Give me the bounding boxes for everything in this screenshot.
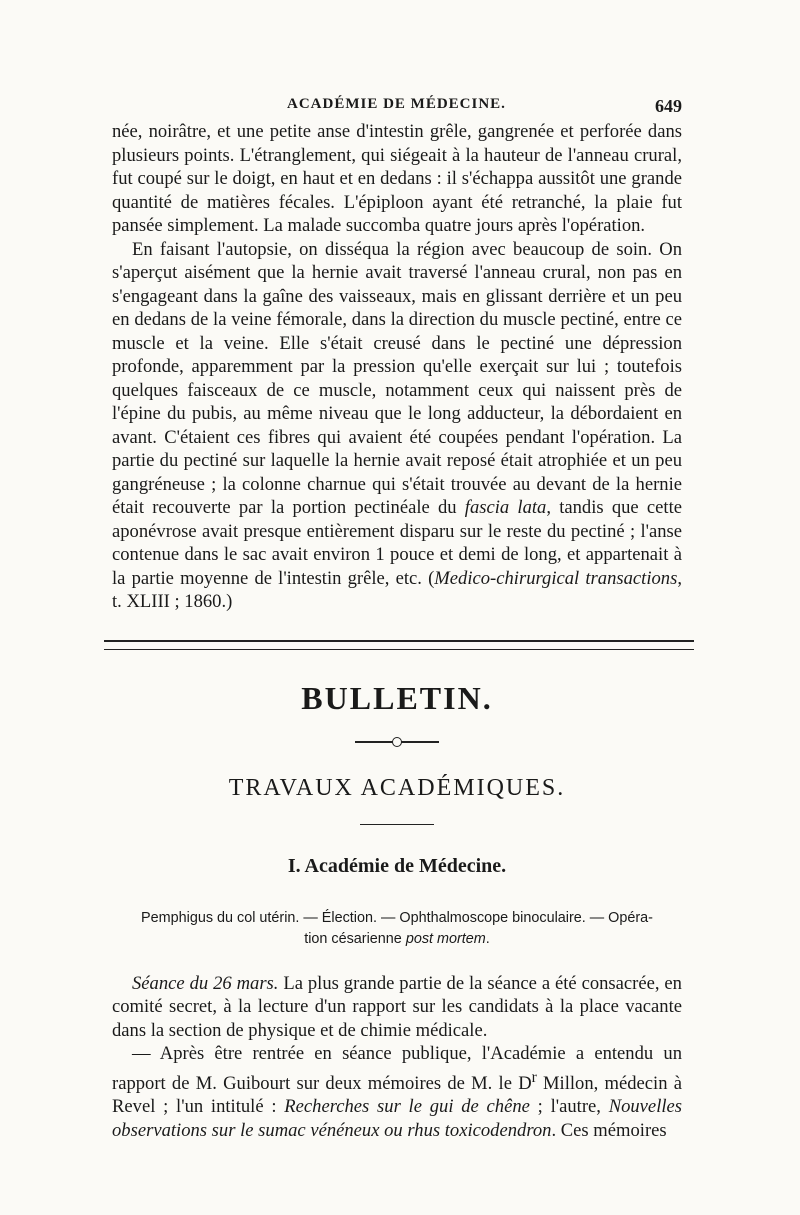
academy-heading: I. Académie de Médecine. bbox=[287, 854, 507, 877]
session-text-2a: — Après être rentrée en séance publique, l'Académie a entendu un rapport de M. Guibourt sur deux mémoires de M. le D bbox=[112, 1043, 682, 1094]
main-text bbox=[112, 120, 682, 614]
citation-journal: Medico-chirurgical transactions bbox=[434, 567, 678, 589]
book-page bbox=[112, 96, 682, 1142]
paragraph-autopsy bbox=[112, 238, 682, 614]
ornament-dot bbox=[392, 737, 402, 747]
ornament-divider bbox=[355, 737, 439, 747]
summary-period: . bbox=[485, 930, 490, 947]
double-rule-divider bbox=[104, 640, 694, 650]
session-text-2b: Millon, médecin à Revel ; l'un intitulé : bbox=[112, 1072, 682, 1118]
summary-line-2 bbox=[112, 929, 682, 950]
session-paragraph-2 bbox=[112, 1042, 682, 1142]
summary-text: tion césarienne bbox=[304, 930, 406, 947]
section-heading: TRAVAUX ACADÉMIQUES. bbox=[228, 774, 566, 801]
session-text-2d: . Ces mémoires bbox=[551, 1119, 667, 1141]
session-text-1: La plus grande partie de la séance a été consacrée, en comité secret, à la lecture d'un rapport sur les candidats à la place vacante dans la section de physique et de chimie médicale. bbox=[112, 972, 682, 1041]
session-report bbox=[112, 972, 682, 1143]
doctor-superscript: r bbox=[531, 1068, 537, 1086]
session-paragraph-1 bbox=[112, 972, 682, 1043]
running-title: ACADÉMIE DE MÉDECINE. bbox=[287, 96, 506, 112]
page-number: 649 bbox=[655, 96, 682, 116]
session-date: Séance du 26 mars. bbox=[132, 972, 279, 994]
autopsy-text-b: , tandis que cette aponévrose avait presque entièrement disparu sur le reste du pectiné ; l'anse contenue dans le sac avait environ 1 pouce et demi de long, et appartenait à la partie moyenne de l'intestin grêle, etc. ( bbox=[112, 497, 682, 589]
paragraph-continued: née, noirâtre, et une petite anse d'intestin grêle, gangrenée et perforée dans plusieurs points. L'étranglement, qui siégeait à la hauteur de l'anneau crural, fut coupé sur le doigt, en haut et en dedans : il s'échappa aussitôt une grande quantité de matières fécales. L'épiploon ayant été retranché, la plaie fut pansée simplement. La malade succomba quatre jours après l'opération. bbox=[112, 121, 682, 236]
session-summary bbox=[112, 908, 682, 950]
memoir-title-1: Recherches sur le gui de chêne bbox=[284, 1096, 530, 1118]
running-head bbox=[112, 96, 682, 120]
session-text-2c: ; l'autre, bbox=[529, 1096, 609, 1118]
autopsy-text-c: , t. XLIII ; 1860.) bbox=[112, 567, 682, 612]
memoir-title-2: Nouvelles observations sur le sumac vénéneux ou rhus toxicodendron bbox=[112, 1096, 683, 1141]
short-rule-divider bbox=[360, 824, 434, 825]
autopsy-text-a: En faisant l'autopsie, on disséqua la région avec beaucoup de soin. On s'aperçut aisément que la hernie avait traversé l'anneau crural, non pas en s'engageant dans la gaîne des vaisseaux, mais en glissant derrière et un peu en dedans de la veine fémorale, dans la direction du muscle pectiné, entre ce muscle et la veine. Elle s'était creusé dans le pectiné une dépression profonde, apparemment par la pression qu'elle exerçait sur lui ; toutefois quelques faisceaux de ce muscle, notamment ceux qui naissent près de l'épine du pubis, au même niveau que le long adducteur, la débordaient en avant. C'étaient ces fibres qui avaient été coupées pendant l'opération. La partie du pectiné sur laquelle la hernie avait reposé était atrophiée et un peu gangréneuse ; la colonne charnue qui s'était trouvée au devant de la hernie était recouverte par la portion pectinéale du bbox=[112, 238, 682, 518]
summary-italic-term: post mortem bbox=[405, 930, 486, 947]
summary-line-1: Pemphigus du col utérin. — Élection. — Ophthalmoscope binoculaire. — Opéra- bbox=[141, 909, 653, 926]
bulletin-heading: BULLETIN. bbox=[301, 679, 493, 716]
fascia-lata-term: fascia lata bbox=[464, 497, 547, 518]
